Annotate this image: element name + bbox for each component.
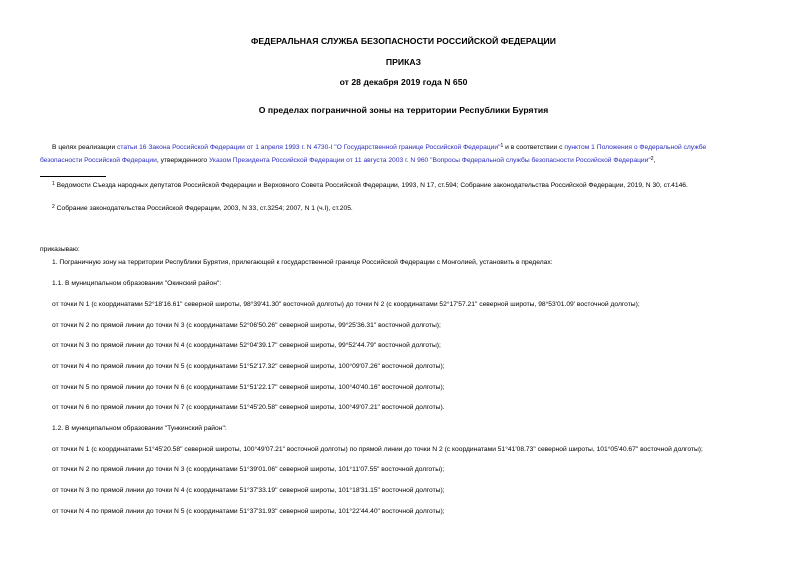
footnote-mark: 2 bbox=[52, 204, 55, 210]
decree-link[interactable]: Указом Президента Российской Федерации от 11 августа 2003 г. N 960 "Вопросы Федеральной службы безопасности Российской Федерации" bbox=[208, 157, 651, 164]
preamble-text: , bbox=[653, 157, 656, 164]
footnote-2 bbox=[52, 206, 353, 213]
order-verb: приказываю: bbox=[40, 246, 80, 253]
preamble-line-1 bbox=[52, 145, 706, 152]
clause-1-2-heading: 1.2. В муниципальном образовании "Тункинский район": bbox=[52, 425, 227, 432]
boundary-segment: от точки N 3 по прямой линии до точки N 4 (с координатами 52°04'39.17" северной широты, 99°52'44.79" восточной долготы); bbox=[52, 342, 441, 349]
footnote-ref-2[interactable]: 2 bbox=[650, 156, 654, 162]
footnote-separator bbox=[40, 176, 106, 177]
footnote-ref-1[interactable]: 1 bbox=[500, 143, 504, 149]
boundary-segment: от точки N 3 по прямой линии до точки N 4 (с координатами 51°37'33.19" северной широты, 101°18'31.15" восточной долготы); bbox=[52, 487, 445, 494]
regulation-link-continued[interactable]: безопасности Российской Федерации bbox=[40, 157, 157, 164]
boundary-segment: от точки N 4 по прямой линии до точки N 5 (с координатами 51°37'31.93" северной широты, 101°22'44.40" восточной долготы); bbox=[52, 508, 445, 515]
preamble-text: , утвержденного bbox=[156, 157, 209, 164]
clause-1: 1. Пограничную зону на территории Республики Бурятия, прилегающей к государственной границе Российской Федерации с Монголией, установить в пределах: bbox=[52, 259, 553, 266]
law-link[interactable]: статьи 16 Закона Российской Федерации от 1 апреля 1993 г. N 4730-I "О Государственной границе Российской Федерации" bbox=[117, 144, 501, 151]
regulation-link[interactable]: пунктом 1 Положения о Федеральной службе bbox=[564, 144, 707, 151]
boundary-segment: от точки N 6 по прямой линии до точки N 7 (с координатами 51°45'20.58" северной широты, 100°49'07.21" восточной долготы). bbox=[52, 404, 445, 411]
clause-1-1-heading: 1.1. В муниципальном образовании "Окинский район": bbox=[52, 280, 222, 287]
boundary-segment: от точки N 1 (с координатами 51°45'20.58" северной широты, 100°49'07.21" восточной долготы) по прямой линии до точки N 2 (с координатами 51°41'08.73" северной широты, 101°05'40.67" восточной долготы); bbox=[52, 446, 703, 453]
footnote-mark: 1 bbox=[52, 181, 55, 187]
footnote-text: Ведомости Съезда народных депутатов Российской Федерации и Верховного Совета Российской Федерации, 1993, N 17, ст.594; Собрание законодательства Российской Федерации, 2019, N 30, ст.4146. bbox=[56, 182, 688, 189]
preamble-text: и в соответствии с bbox=[503, 144, 565, 151]
boundary-segment: от точки N 1 (с координатами 52°18'16.61" северной широты, 98°39'41.30" восточной долготы) до точки N 2 (с координатами 52°17'57.21" северной широты, 98°53'01.09' восточной долготы); bbox=[52, 301, 640, 308]
date-number-heading: от 28 декабря 2019 года N 650 bbox=[339, 77, 468, 87]
preamble-text: В целях реализации bbox=[52, 144, 118, 151]
boundary-segment: от точки N 4 по прямой линии до точки N 5 (с координатами 51°52'17.32" северной широты, 100°09'07.26" восточной долготы); bbox=[52, 363, 445, 370]
preamble-line-2 bbox=[40, 158, 655, 165]
boundary-segment: от точки N 2 по прямой линии до точки N 3 (с координатами 52°06'50.26" северной широты, 99°25'36.31" восточной долготы); bbox=[52, 322, 441, 329]
boundary-segment: от точки N 2 по прямой линии до точки N 3 (с координатами 51°39'01.06" северной широты, 101°11'07.55" восточной долготы); bbox=[52, 466, 445, 473]
footnote-text: Собрание законодательства Российской Федерации, 2003, N 33, ст.3254; 2007, N 1 (ч.I), ст.205. bbox=[56, 205, 353, 212]
agency-heading: ФЕДЕРАЛЬНАЯ СЛУЖБА БЕЗОПАСНОСТИ РОССИЙСКОЙ ФЕДЕРАЦИИ bbox=[250, 36, 556, 46]
boundary-segment: от точки N 5 по прямой линии до точки N 6 (с координатами 51°51'22.17" северной широты, 100°40'40.16" восточной долготы); bbox=[52, 384, 445, 391]
footnote-1 bbox=[52, 183, 688, 190]
document-title: О пределах пограничной зоны на территории Республики Бурятия bbox=[258, 105, 549, 115]
doc-type-heading: ПРИКАЗ bbox=[385, 57, 422, 67]
